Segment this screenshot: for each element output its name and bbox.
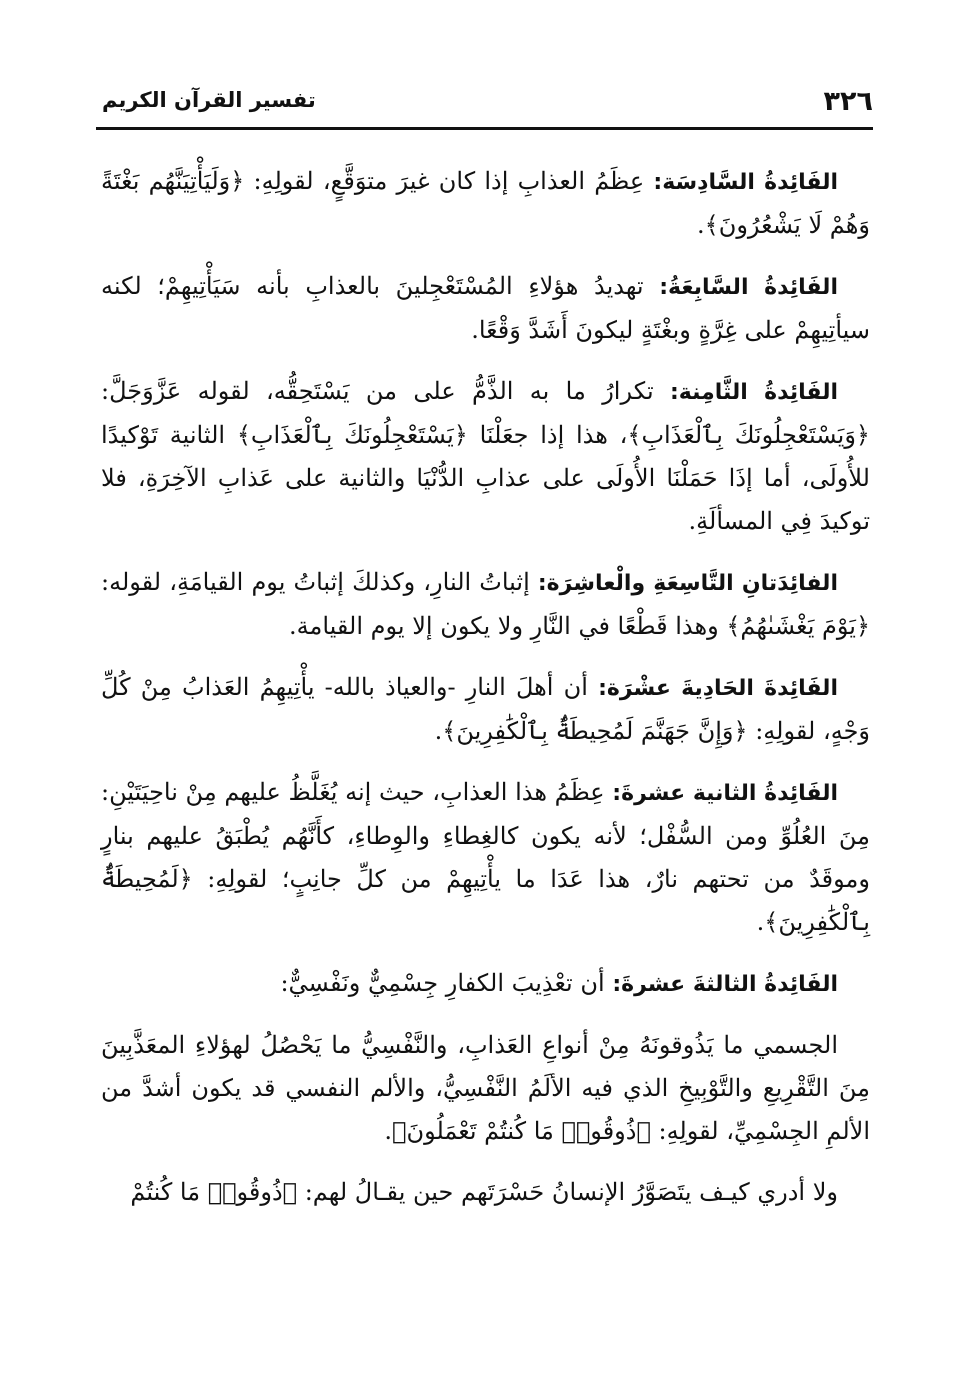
paragraph-text: الجسمي ما يَذُوقونَهُ مِنْ أنواعِ العَذابِ، والنَّفْسِيُّ ما يَحْصُلُ لهؤلاءِ المعَذَّبِينَ مِنَ التَّقْرِيعِ والتَّوْبِيخِ الذي فيه الألَمُ النَّفْسِيُّ، والألم النفسي قد يكون أشدَّ من الألمِ الجِسْمِيِّ، لقولِهِ: ﴿ذُوقُوا۟ مَا كُنتُمْ تَعْمَلُونَ﴾.: [101, 1031, 870, 1145]
paragraph: [101, 561, 870, 648]
paragraph-heading: الفَائِدةَ الحَادِيةَ عشْرَة:: [598, 676, 838, 701]
paragraph-text: تكرارُ ما به الذَّمُّ على من يَسْتَحِقُّه، لقوله عَزَّوَجَلَّ: ﴿وَيَسْتَعْجِلُونَكَ بِٱلْعَذَابِ﴾، هذا إذا جعَلْنَا ﴿يَسْتَعْجِلُونَكَ بِٱلْعَذَابِ﴾ الثانية تَوْكيدًا للأُولَى، أما إذَا حَمَلْنَا الأُولَى على عذابِ الدُّنْيَا والثانية على عَذابِ الآخِرَةِ، فلا توكيدَ فِي المسألَةِ.: [101, 377, 870, 535]
paragraph: [101, 1171, 870, 1214]
paragraph-heading: الفائِدَتانِ التَّاسِعَةِ والْعاشِرَة:: [537, 571, 838, 596]
paragraph: [101, 666, 870, 753]
paragraph-heading: الفَائِدةُ الثانية عشرةَ:: [612, 781, 838, 806]
paragraph-heading: الفَائِدةُ السَّادِسَة:: [653, 170, 838, 195]
paragraph: [101, 160, 870, 247]
body-text: [101, 160, 870, 1232]
paragraph: [101, 771, 870, 944]
paragraph: [101, 962, 870, 1006]
paragraph-text: عِظَمُ العذابِ إذا كان غيرَ متوَقَّعٍ، لقولِهِ: ﴿وَلَيَأْتِيَنَّهُم بَغْتَةً وَهُمْ لَا يَشْعُرُونَ﴾.: [101, 167, 870, 239]
running-title: تفسير القرآن الكريم: [102, 88, 316, 112]
paragraph: [101, 1024, 870, 1153]
page-number: ٣٢٦: [823, 86, 873, 117]
page-header: [96, 84, 873, 130]
paragraph-heading: الفَائِدةُ السَّابِعَةُ:: [659, 275, 838, 300]
paragraph-text: عِظَمُ هذا العذابِ، حيث إنه يُغَلَّظُ عليهم مِنْ ناحِيَتَيْنِ: مِنَ العُلُوِّ ومن السُّفْل؛ لأنه يكون كالغِطاءِ والوِطاءِ، كأَنَّهُم يُطْبَقُ عليهم بنارٍ وموقَدٌ من تحتهم نارٌ، هذا عَدَا ما يأْتِيهِمْ من كلِّ جانِبٍ؛ لقولِهِ: ﴿لَمُحِيطَةٌۢ بِٱلْكَٰفِرِينَ﴾.: [101, 778, 870, 936]
paragraph-text: أن أهلَ النارِ -والعياذ بالله- يأْتِيهِمُ العَذابُ مِنْ كُلِّ وَجْهٍ، لقولِهِ: ﴿وَإِنَّ جَهَنَّمَ لَمُحِيطَةٌۢ بِٱلْكَٰفِرِينَ﴾.: [101, 673, 870, 745]
paragraph-heading: الفَائِدةُ الثالثةَ عشرةَ:: [612, 972, 838, 997]
paragraph-text: إثباتُ النارِ، وكذلكَ إثباتُ يوم القيامَةِ، لقوله: ﴿يَوْمَ يَغْشَىٰهُمُ﴾ وهذا قَطْعًا في النَّارِ ولا يكون إلا يوم القيامة.: [101, 568, 870, 640]
paragraph-text: ولا أدري كيـف يتَصَوَّرُ الإنسانُ حَسْرَتَهم حين يقـالُ لهم: ﴿ذُوقُوا۟ مَا كُنتُمْ: [130, 1178, 838, 1206]
paragraph: [101, 370, 870, 543]
paragraph: [101, 265, 870, 352]
header-rule: [96, 127, 873, 130]
paragraph-text: أن تعْذِيبَ الكفارِ جِسْمِيٌّ ونَفْسِيٌّ:: [280, 969, 605, 997]
paragraph-text: تهديدُ هؤلاءِ المُسْتَعْجِلينَ بالعذابِ بأنه سَيَأْتِيهِمْ؛ لكنه سيأتِيهِمْ على غِرَّةٍ وبغْتَةٍ ليكونَ أَشَدَّ وَقْعًا.: [101, 272, 870, 344]
paragraph-heading: الفَائِدةُ الثَّامِنة:: [669, 380, 838, 405]
